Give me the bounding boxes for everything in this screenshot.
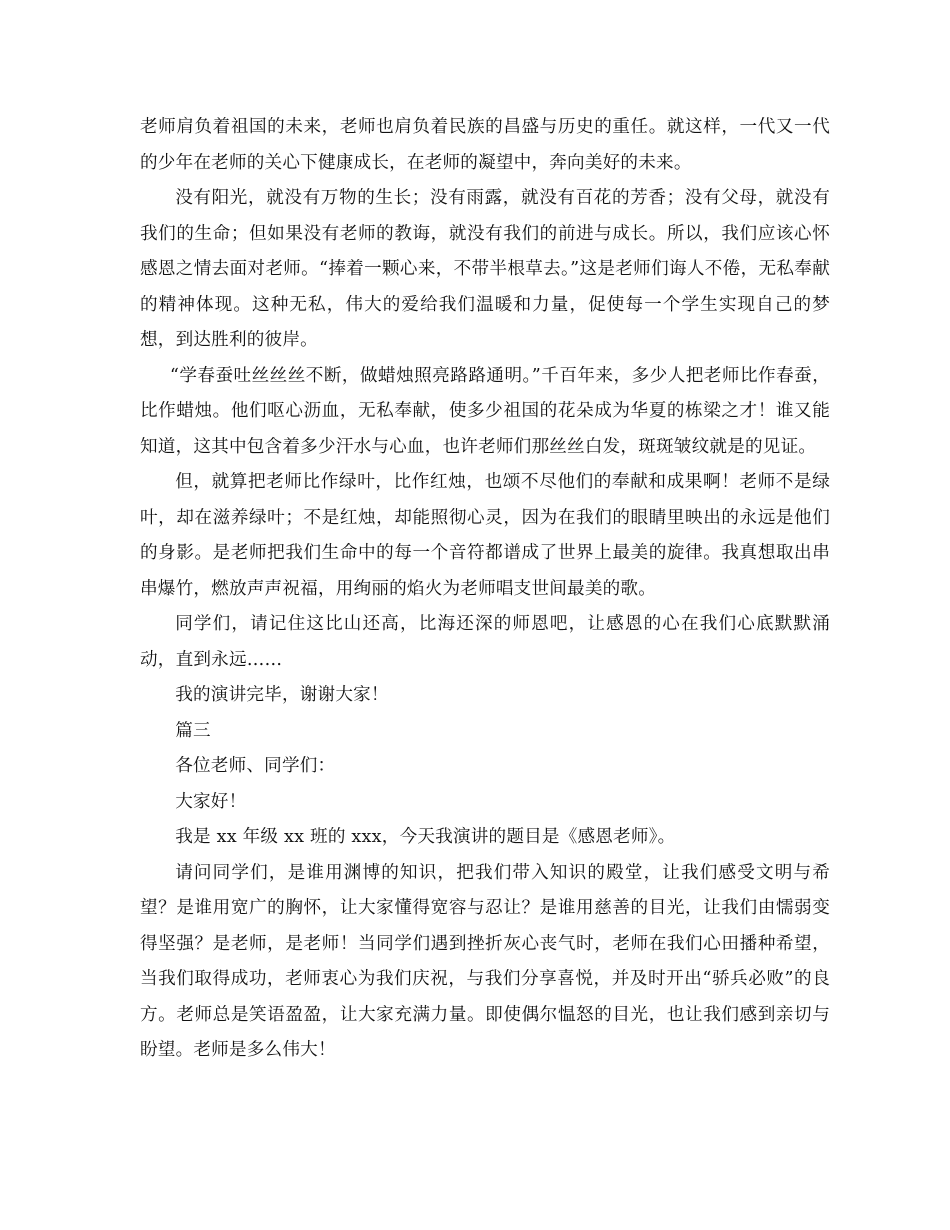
speech-intro: 我是 xx 年级 xx 班的 xxx，今天我演讲的题目是《感恩老师》。 [175, 827, 676, 847]
greeting: 大家好！ [175, 791, 247, 812]
speech-text [140, 110, 830, 1069]
salutation: 各位老师、同学们： [175, 756, 336, 776]
paragraph-no-sunshine: 没有阳光，就没有万物的生长；没有雨露，就没有百花的芳香；没有父母，就没有我们的生命；但如果没有老师的教诲，就没有我们的前进与成长。所以，我们应该心怀感恩之情去面对老师。“捧着一颗心来，不带半根草去。”这是老师们诲人不倦，无私奉献的精神体现。这种无私，伟大的爱给我们温暖和力量，促使每一个学生实现自己的梦想，到达胜利的彼岸。 [140, 188, 830, 350]
paragraph-speech-end: 我的演讲完毕，谢谢大家！ [175, 685, 389, 705]
paragraph-remember-gratitude: 同学们，请记住这比山还高，比海还深的师恩吧，让感恩的心在我们心底默默涌动，直到永远…… [140, 614, 830, 670]
paragraph-teacher-future: 老师肩负着祖国的未来，老师也肩负着民族的昌盛与历史的重任。就这样，一代又一代的少年在老师的关心下健康成长，在老师的凝望中，奔向美好的未来。 [140, 117, 830, 173]
section-heading: 篇三 [175, 720, 211, 741]
paragraph-green-leaf: 但，就算把老师比作绿叶，比作红烛，也颂不尽他们的奉献和成果啊！老师不是绿叶，却在滋养绿叶；不是红烛，却能照彻心灵，因为在我们的眼睛里映出的永远是他们的身影。是老师把我们生命中的每一个音符都谱成了世界上最美的旋律。我真想取出串串爆竹，燃放声声祝福，用绚丽的焰火为老师唱支世间最美的歌。 [140, 472, 830, 599]
paragraph-who-taught: 请问同学们，是谁用渊博的知识，把我们带入知识的殿堂，让我们感受文明与希望？是谁用宽广的胸怀，让大家懂得宽容与忍让？是谁用慈善的目光，让我们由懦弱变得坚强？是老师，是老师！当同学们遇到挫折灰心丧气时，老师在我们心田播种希望，当我们取得成功，老师衷心为我们庆祝，与我们分享喜悦，并及时开出“骄兵必败”的良方。老师总是笑语盈盈，让大家充满力量。即使偶尔愠怒的目光，也让我们感到亲切与盼望。老师是多么伟大！ [140, 862, 830, 1060]
paragraph-silkworm-candle: “学春蚕吐丝丝丝不断，做蜡烛照亮路路通明。”千百年来，多少人把老师比作春蚕，比作蜡烛。他们呕心沥血，无私奉献，使多少祖国的花朵成为华夏的栋梁之才！谁又能知道，这其中包含着多少汗水与心血，也许老师们那丝丝白发，斑斑皱纹就是的见证。 [140, 365, 830, 457]
